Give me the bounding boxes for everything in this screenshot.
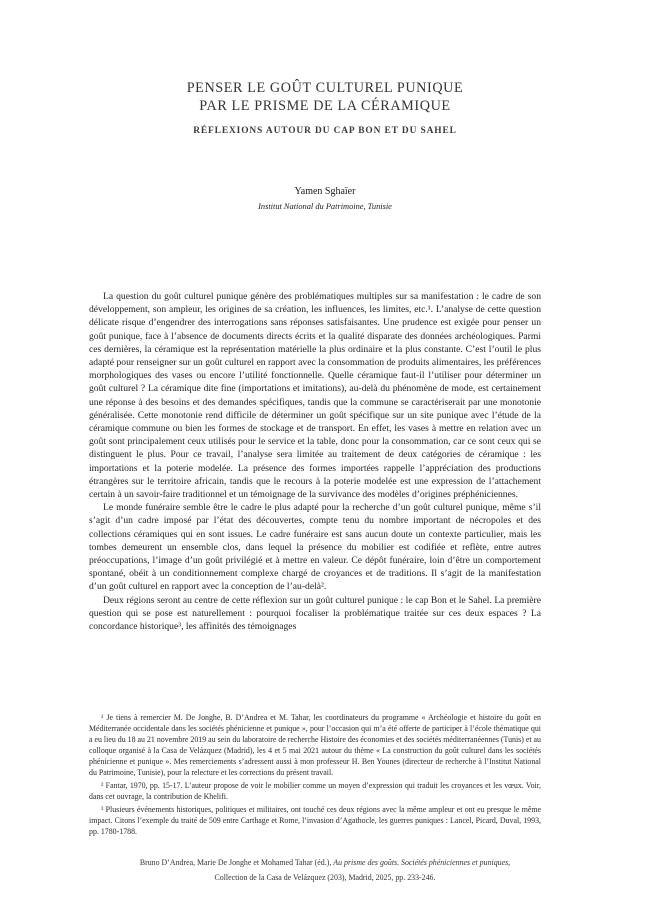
footer-line-2: Collection de la Casa de Velázquez (203), Madrid, 2025, pp. 233-246. <box>214 873 436 882</box>
footnote-2: ² Fantar, 1970, pp. 15-17. L’auteur propose de voir le mobilier comme un moyen d’expression qui traduit les croyances et les vœux. Voir, dans cet ouvrage, la contribution de Khelifi. <box>89 781 541 801</box>
footnote-1: ¹ Je tiens à remercier M. De Jonghe, B. D’Andrea et M. Tahar, les coordinateurs du programme « Archéologie et histoire du goût en Méditerranée occidentale dans les sociétés phénicienne et punique », pour l’occasion qui m’a été offerte de participer à l’école thématique qui a eu lieu du 18 au 21 novembre 2019 au sein du laboratoire de recherche Histoire des économies et des sociétés méditerranéennes (Tunis) et au colloque organisé à la Casa de Velázquez (Madrid), les 4 et 5 mai 2021 autour du thème « La construction du goût culturel dans les sociétés phénicienne et punique ». Mes remerciements s’adressent aussi à mon professeur H. Ben Younes (directeur de recherche à l’Institut National du Patrimoine, Tunisie), pour la relecture et les corrections du présent travail. <box>89 713 541 777</box>
article-body <box>89 290 541 633</box>
title-line-1: PENSER LE GOÛT CULTUREL PUNIQUE <box>186 80 464 96</box>
body-paragraph-3: Deux régions seront au centre de cette réflexion sur un goût culturel punique : le cap Bon et le Sahel. La première question qui se pose est naturellement : pourquoi focaliser la problématique traitée sur ces deux espaces ? La concordance historique³, les affinités des témoignages <box>89 594 541 633</box>
footer-book-title: Au prisme des goûts. Sociétés phéniciennes et puniques, <box>333 858 511 867</box>
author-name: Yamen Sghaïer <box>294 186 356 197</box>
footnotes <box>89 712 541 839</box>
title-line-2: PAR LE PRISME DE LA CÉRAMIQUE <box>199 98 451 114</box>
article-title <box>0 79 650 115</box>
footer-editors: Bruno D’Andrea, Marie De Jonghe et Mohamed Tahar (éd.), <box>139 858 332 867</box>
author-affiliation: Institut National du Patrimoine, Tunisie <box>258 202 392 211</box>
footnote-3: ³ Plusieurs événements historiques, politiques et militaires, ont touché ces deux régions avec la même ampleur et ont eu presque le même impact. Citons l’exemple du traité de 509 entre Carthage et Rome, l’invasion d’Agathocle, les guerres puniques : Lancel, Picard, Duval, 1993, pp. 1780-1788. <box>89 805 541 836</box>
footer-line-1 <box>0 855 650 870</box>
article-subtitle: RÉFLEXIONS AUTOUR DU CAP BON ET DU SAHEL <box>193 126 457 136</box>
body-paragraph-1: La question du goût culturel punique génère des problématiques multiples sur sa manifestation : le cadre de son développement, son ampleur, les origines de sa création, les influences, les limites, etc.¹. L’analyse de cette question délicate risque d’engendrer des interrogations sans réponses satisfaisantes. Une prudence est exigée pour penser un goût punique, face à l’absence de documents directs écrits et la qualité disparate des données archéologiques. Parmi ces dernières, la céramique est la représentation matérielle la plus ordinaire et la plus constante. C’est l’outil le plus adapté pour renseigner sur un goût culturel en rapport avec la consommation de produits alimentaires, les préférences morphologiques des vases ou encore l’utilité fonctionnelle. Quelle céramique faut-il l’utiliser pour déterminer un goût culturel ? La céramique dite fine (importations et imitations), au-delà du phénomène de mode, est certainement une réponse à des besoins et des demandes spécifiques, tandis que la commune se caractériserait par une monotonie généralisée. Cette monotonie rend difficile de déterminer un goût spécifique sur un site punique avec l’étude de la céramique commune ou bien les formes de stockage et de transport. En effet, les vases à mettre en relation avec un goût sont principalement ceux utilisés pour le service et la table, donc pour la consommation, car ce sont ceux qui se distinguent le plus. Pour ce travail, l’analyse sera limitée au traitement de deux catégories de céramique : les importations et la poterie modelée. La présence des formes importées rappelle l’appréciation des productions étrangères sur le territoire africain, tandis que le recours à la poterie modelée est une expression de l’attachement certain à un savoir-faire traditionnel et un témoignage de la survivance des modèles d’origines préphéniciennes. <box>89 291 541 501</box>
citation-footer <box>0 855 650 885</box>
body-paragraph-2: Le monde funéraire semble être le cadre le plus adapté pour la recherche d’un goût culturel punique, même s’il s’agit d’un cadre imposé par l’état des découvertes, compte tenu du nombre important de nécropoles et des collections céramiques qui en sont issues. Le cadre funéraire est sans aucun doute un contexte particulier, mais les tombes demeurent un ensemble clos, dans lequel la présence du mobilier est codifiée et reflète, entre autres préoccupations, l’image d’un goût privilégié et à mettre en valeur. Ce dépôt funéraire, loin d’être un comportement spontané, obéit à un conditionnement complexe chargé de croyances et de traditions. Il s’agit de la manifestation d’un goût culturel en rapport avec la conception de l’au-delà². <box>89 502 541 593</box>
